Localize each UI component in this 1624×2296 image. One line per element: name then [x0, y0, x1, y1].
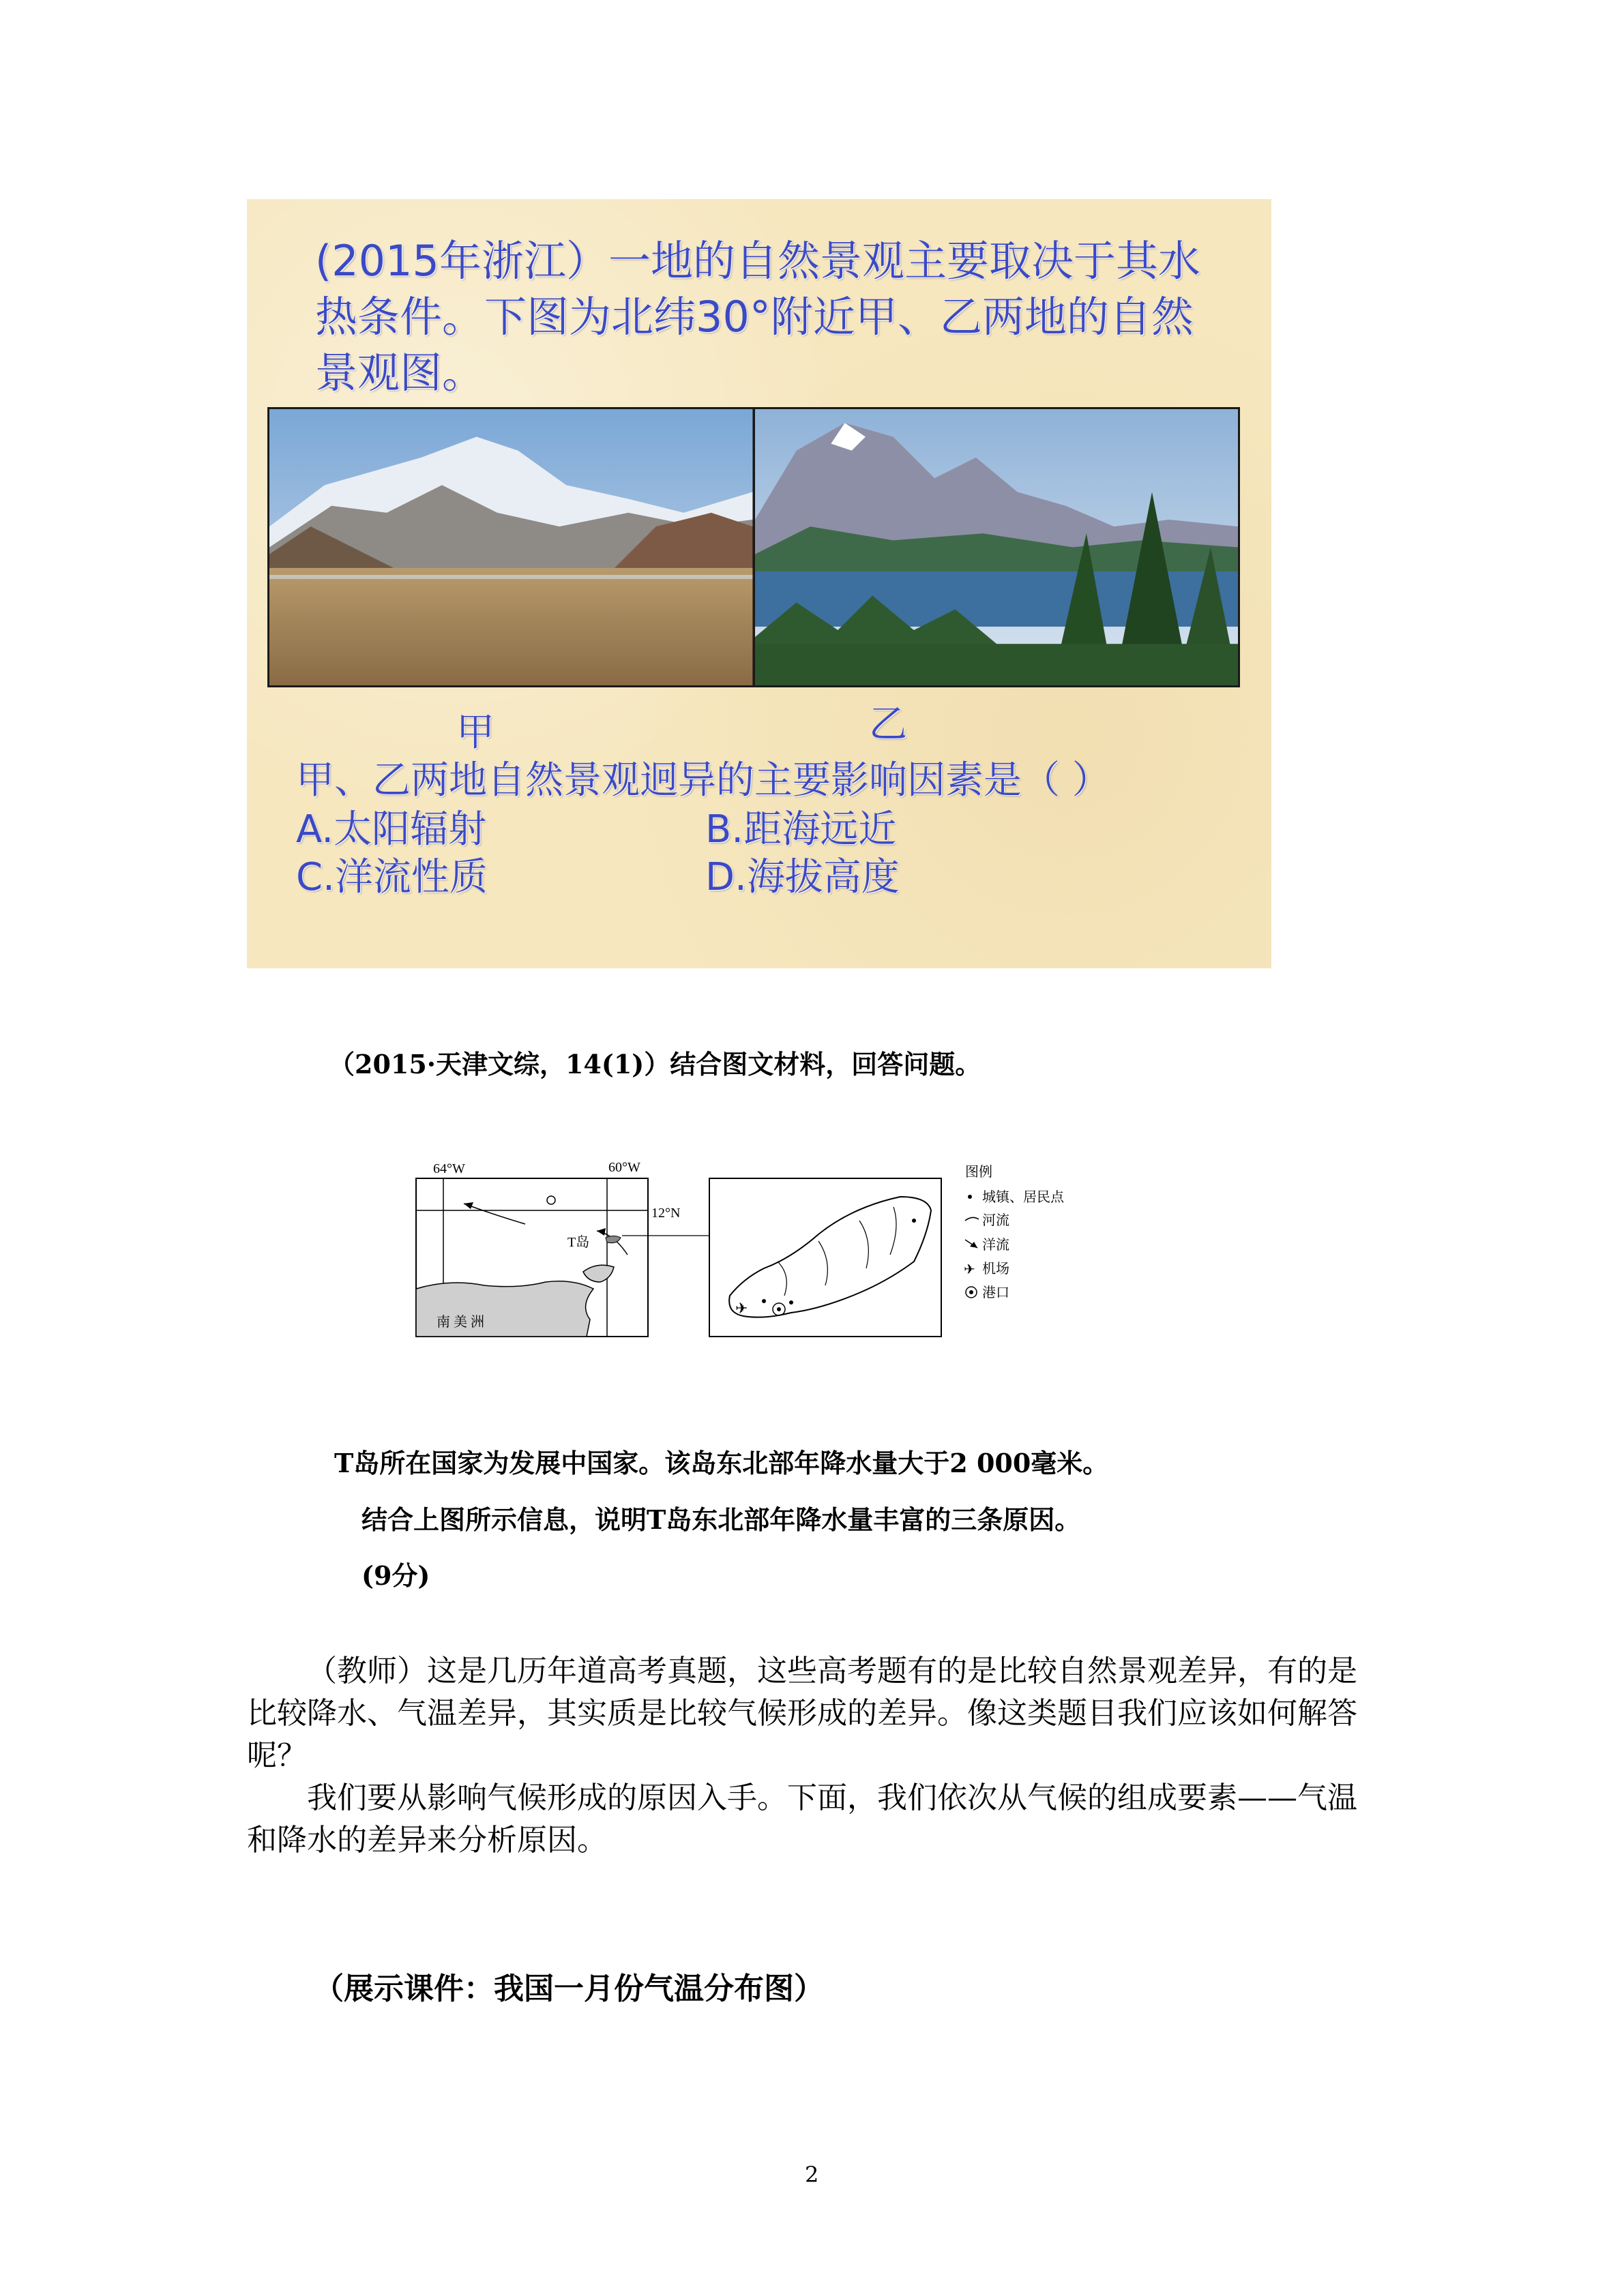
- svg-text:✈: ✈: [964, 1262, 975, 1277]
- legend-town: 城镇、居民点: [982, 1190, 1064, 1205]
- option-a: A.太阳辐射: [296, 807, 487, 852]
- problem2-heading: （2015·天津文综，14(1)）结合图文材料，回答问题。: [329, 1049, 981, 1079]
- legend-airport: 机场: [982, 1262, 1009, 1277]
- photo-yi-lake-forest: [753, 409, 1239, 685]
- option-c: C.洋流性质: [296, 855, 488, 899]
- map-t-island-label: T岛: [567, 1235, 590, 1250]
- exam-slide: [247, 199, 1271, 968]
- teacher-paragraph: （教师）这是几历年道高考真题，这些高考题有的是比较自然景观差异，有的是比较降水、气温差异，其实质是比较气候形成的差异。像这类题目我们应该如何解答呢？: [247, 1654, 1357, 1773]
- map-continent-label: 南 美 洲: [437, 1315, 484, 1330]
- courseware-note: （展示课件：我国一月份气温分布图）: [314, 1971, 824, 2006]
- legend-river: 河流: [982, 1213, 1009, 1228]
- page-number: 2: [805, 2162, 819, 2188]
- map-lon-60w: 60°W: [608, 1160, 640, 1175]
- photo-jia-plateau: [269, 409, 753, 685]
- question-text: 甲、乙两地自然景观迥异的主要影响因素是（ ）: [296, 758, 1110, 803]
- method-paragraph: 我们要从影响气候形成的原因入手。下面，我们依次从气候的组成要素——气温和降水的差异来分析原因。: [247, 1780, 1357, 1858]
- option-b: B.距海远近: [705, 807, 897, 852]
- problem2-score: (9分): [361, 1560, 430, 1591]
- slide-title: (2015年浙江）一地的自然景观主要取决于其水热条件。下图为北纬30°附近甲、乙两地的自然景观图。: [315, 236, 1200, 398]
- legend-title: 图例: [965, 1165, 992, 1180]
- option-d: D.海拔高度: [705, 855, 900, 899]
- legend-port: 港口: [982, 1285, 1009, 1300]
- photo-label-yi: 乙: [869, 702, 907, 747]
- problem2-line1: T岛所在国家为发展中国家。该岛东北部年降水量大于2 000毫米。: [334, 1448, 1109, 1478]
- photo-label-jia: 甲: [456, 711, 494, 755]
- airport-icon: ✈: [735, 1300, 748, 1317]
- river-icon: [965, 1217, 979, 1221]
- t-island-map: [409, 1159, 1112, 1343]
- map-lat-12n: 12°N: [651, 1206, 681, 1221]
- map-lon-64w: 64°W: [433, 1161, 465, 1176]
- problem2-line2: 结合上图所示信息，说明T岛东北部年降水量丰富的三条原因。: [361, 1504, 1081, 1535]
- town-icon: [968, 1195, 972, 1199]
- legend-current: 洋流: [982, 1238, 1009, 1253]
- landscape-photos: [267, 407, 1240, 687]
